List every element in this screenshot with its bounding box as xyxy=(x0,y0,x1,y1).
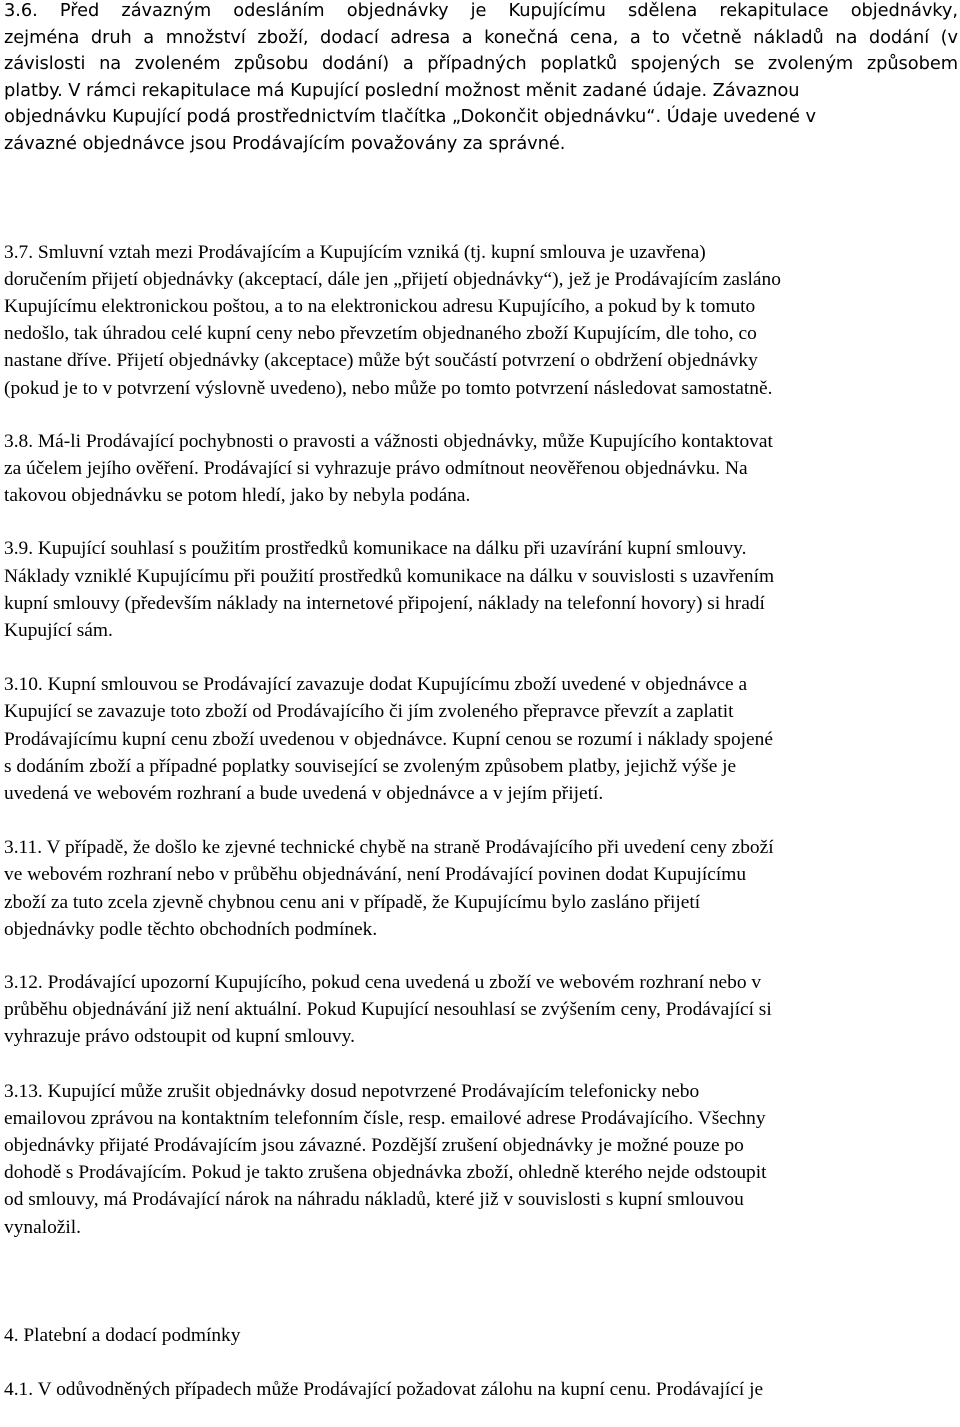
text-line: vynaložil. xyxy=(4,1216,82,1238)
text-line: Prodávajícímu kupní cenu zboží uvedenou v objednávce. Kupní cenou se rozumí i náklady spojené xyxy=(4,728,773,750)
text-line: objednávky podle těchto obchodních podmínek. xyxy=(4,918,378,940)
paragraph-3-6 xyxy=(4,0,958,158)
text-line: Kupující sám. xyxy=(4,620,113,641)
paragraph-3-9 xyxy=(4,535,958,644)
text-line: emailovou zprávou na kontaktním telefonním čísle, resp. emailové adrese Prodávajícího. Všechny xyxy=(4,1107,766,1129)
paragraph-3-8 xyxy=(4,428,958,510)
text-line: 3.11. V případě, že došlo ke zjevné technické chybě na straně Prodávajícího při uvedení ceny zboží xyxy=(4,837,774,859)
section-heading-4 xyxy=(4,1322,958,1349)
text-line: takovou objednávku se potom hledí, jako by nebyla podána. xyxy=(4,485,471,507)
text-line: (pokud je to v potvrzení výslovně uvedeno), nebo může po tomto potvrzení následovat samostatně. xyxy=(4,377,773,399)
text-line: 3.6. Před závazným odesláním objednávky je Kupujícímu sdělena rekapitulace objednávky, xyxy=(4,0,958,21)
text-line: ve webovém rozhraní nebo v průběhu objednávání, není Prodávající povinen dodat Kupujícímu xyxy=(4,864,747,886)
text-line: kupní smlouvy (především náklady na internetové připojení, náklady na telefonní hovory) si hradí xyxy=(4,592,765,614)
text-line: nedošlo, tak úhradou celé kupní ceny nebo převzetím objednaného zboží Kupujícím, dle toho, co xyxy=(4,323,757,345)
text-line: závislosti na zvoleném způsobu dodání) a případných poplatků spojených se zvoleným způsobem xyxy=(4,53,958,75)
document-page xyxy=(4,0,958,1403)
text-line: uvedená ve webovém rozhraní a bude uvedená v objednávce a v jejím přijetí. xyxy=(4,783,604,805)
paragraph-3-7 xyxy=(4,239,958,402)
text-line: s dodáním zboží a případné poplatky související se zvoleným způsobem platby, jejichž výše je xyxy=(4,755,737,777)
text-line: objednávky přijaté Prodávajícím jsou závazné. Pozdější zrušení objednávky je možné pouze po xyxy=(4,1135,744,1157)
text-line: vyhrazuje právo odstoupit od kupní smlouvy. xyxy=(4,1026,355,1048)
text-line: 3.10. Kupní smlouvou se Prodávající zavazuje dodat Kupujícímu zboží uvedené v objednávce a xyxy=(4,674,748,696)
text-line: nastane dříve. Přijetí objednávky (akceptace) může být součástí potvrzení o obdržení objednávky xyxy=(4,350,758,372)
text-line: platby. V rámci rekapitulace má Kupující poslední možnost měnit zadané údaje. Závaznou xyxy=(4,79,800,101)
text-line: Náklady vzniklé Kupujícímu při použití prostředků komunikace na dálku v souvislosti s uzavřením xyxy=(4,565,775,587)
text-line: dohodě s Prodávajícím. Pokud je takto zrušena objednávka zboží, ohledně kterého nejde odstoupit xyxy=(4,1162,767,1184)
text-line: objednávku Kupující podá prostřednictvím tlačítka „Dokončit objednávku“. Údaje uvedené v xyxy=(4,106,816,128)
text-line: zboží za tuto zcela zjevně chybnou cenu ani v případě, že Kupujícímu bylo zasláno přijetí xyxy=(4,891,701,913)
text-line: zejména druh a množství zboží, dodací adresa a konečná cena, a to včetně nákladů na dodání (v xyxy=(4,26,958,48)
text-line: průběhu objednávání již není aktuální. Pokud Kupující nesouhlasí se zvýšením ceny, Prodávající si xyxy=(4,999,772,1021)
text-line: za účelem jejího ověření. Prodávající si vyhrazuje právo odmítnout neověřenou objednávku. Na xyxy=(4,457,748,479)
text-line: 3.9. Kupující souhlasí s použitím prostředků komunikace na dálku při uzavírání kupní smlouvy. xyxy=(4,538,747,560)
text-line: 3.7. Smluvní vztah mezi Prodávajícím a Kupujícím vzniká (tj. kupní smlouva je uzavřena) xyxy=(4,241,706,263)
text-line: 4.1. V odůvodněných případech může Prodávající požadovat zálohu na kupní cenu. Prodávající je xyxy=(4,1379,764,1401)
text-line: 3.13. Kupující může zrušit objednávky dosud nepotvrzené Prodávajícím telefonicky nebo xyxy=(4,1080,700,1102)
text-line: 3.12. Prodávající upozorní Kupujícího, pokud cena uvedená u zboží ve webovém rozhraní nebo v xyxy=(4,972,762,994)
text-line: doručením přijetí objednávky (akceptací, dále jen „přijetí objednávky“), jež je Prodávajícím zasláno xyxy=(4,268,781,290)
text-line: 3.8. Má-li Prodávající pochybnosti o pravosti a vážnosti objednávky, může Kupujícího kontaktovat xyxy=(4,430,773,452)
text-line: od smlouvy, má Prodávající nárok na náhradu nákladů, které již v souvislosti s kupní smlouvou xyxy=(4,1189,744,1211)
text-line: Kupující se zavazuje toto zboží od Prodávajícího či jím zvoleného přepravce převzít a zaplatit xyxy=(4,701,734,723)
paragraph-3-13 xyxy=(4,1078,958,1241)
paragraph-3-11 xyxy=(4,834,958,943)
text-line: závazné objednávce jsou Prodávajícím považovány za správné. xyxy=(4,132,566,154)
paragraph-3-12 xyxy=(4,969,958,1051)
section-title: 4. Platební a dodací podmínky xyxy=(4,1324,241,1346)
paragraph-3-10 xyxy=(4,671,958,807)
paragraph-4-1 xyxy=(4,1376,958,1403)
text-line: Kupujícímu elektronickou poštou, a to na elektronickou adresu Kupujícího, a pokud by k tomuto xyxy=(4,295,756,317)
